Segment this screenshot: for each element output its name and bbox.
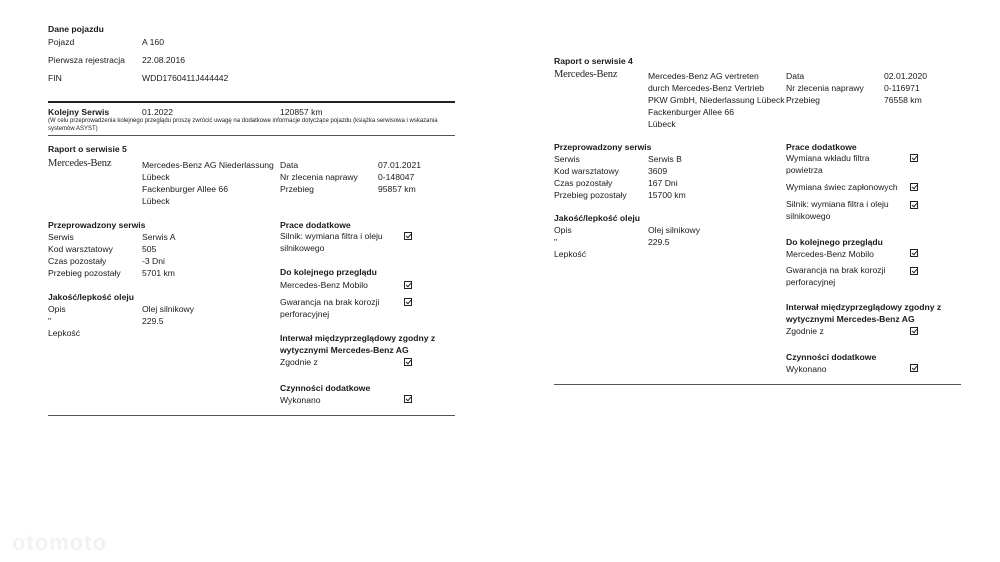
checkbox-checked-icon [910,364,918,372]
checkbox-checked-icon [910,201,918,209]
mileage-remaining-value: 5701 km [142,268,175,278]
checkbox-checked-icon [404,281,412,289]
date-value: 07.01.2021 [378,160,422,170]
mileage-remaining-value: 15700 km [648,190,686,200]
interval-item: Zgodnie z [280,357,318,367]
vehicle-model-label: Pojazd [48,37,75,47]
workshop-code-value: 3609 [648,166,668,176]
time-remaining-value: 167 Dni [648,178,678,188]
oil-spec-value: 229.5 [142,316,164,326]
checkbox-checked-icon [404,298,412,306]
first-registration-label: Pierwsza rejestracja [48,55,125,65]
vin-value: WDD1760411J444442 [142,73,229,83]
oil-heading: Jakość/lepkość oleju [554,213,640,223]
checkbox-checked-icon [910,249,918,257]
date-value: 02.01.2020 [884,71,928,81]
checkbox-checked-icon [404,232,412,240]
divider [48,135,455,136]
viscosity-label: Lepkość [48,328,81,338]
divider [48,101,455,103]
additional-actions-item: Wykonano [280,395,321,405]
service-label: Serwis [554,154,580,164]
report-title: Raport o serwisie 5 [48,144,127,154]
order-number-value: 0-148047 [378,172,415,182]
mileage-label: Przebieg [786,95,820,105]
next-inspection-heading: Do kolejnego przeglądu [786,237,883,247]
dealer-line: Lübeck [142,172,170,182]
additional-actions-heading: Czynności dodatkowe [786,352,877,362]
vin-label: FIN [48,73,62,83]
time-remaining-label: Czas pozostały [554,178,613,188]
divider [48,415,455,416]
mileage-remaining-label: Przebieg pozostały [48,268,121,278]
interval-heading: Interwał międzyprzeglądowy zgodny z wytycznymi Mercedes-Benz AG [280,333,436,355]
vehicle-heading: Dane pojazdu [48,24,104,34]
next-service-note: (W celu przeprowadzenia kolejnego przeglądu proszę zwrócić uwagę na dodatkowe informacje dotyczące pojazdu (książka serwisowa i wskazania systemów ASYST) [48,118,438,132]
mercedes-benz-logo: Mercedes-Benz [554,69,618,80]
checkbox-checked-icon [404,358,412,366]
oil-spec-value: 229.5 [648,237,670,247]
dealer-line: Fackenburger Allee 66 [648,107,734,117]
mercedes-benz-logo: Mercedes-Benz [48,158,112,169]
next-service-km: 120857 km [280,107,323,117]
next-inspection-item: Mercedes-Benz Mobilo [280,280,368,290]
additional-actions-item: Wykonano [786,364,827,374]
order-number-value: 0-116971 [884,83,920,93]
workshop-code-value: 505 [142,244,157,254]
oil-description-value: Olej silnikowy [648,225,701,235]
checkbox-checked-icon [910,327,918,335]
interval-heading: Interwał międzyprzeglądowy zgodny z wytycznymi Mercedes-Benz AG [786,302,942,324]
watermark-logo: otomoto [12,530,107,555]
dealer-line: Mercedes-Benz AG vertreten [648,71,759,81]
dealer-line: Lübeck [142,196,170,206]
next-service-date: 01.2022 [142,107,174,117]
extra-work-item: Silnik: wymiana filtra i oleju silnikowego [786,199,889,221]
oil-heading: Jakość/lepkość oleju [48,292,134,302]
order-number-label: Nr zlecenia naprawy [280,172,358,182]
mileage-value: 76558 km [884,95,922,105]
mileage-remaining-label: Przebieg pozostały [554,190,627,200]
date-label: Data [280,160,299,170]
first-registration-value: 22.08.2016 [142,55,186,65]
checkbox-checked-icon [910,183,918,191]
viscosity-label: Lepkość [554,249,587,259]
extra-work-item: Silnik: wymiana filtra i oleju silnikowego [280,231,383,253]
dealer-line: Lübeck [648,119,676,129]
oil-description-label: Opis [48,304,66,314]
workshop-code-label: Kod warsztatowy [554,166,619,176]
extra-work-heading: Prace dodatkowe [280,220,351,230]
next-inspection-item: Mercedes-Benz Mobilo [786,249,874,259]
extra-work-item: Wymiana świec zapłonowych [786,182,898,192]
time-remaining-label: Czas pozostały [48,256,107,266]
next-inspection-heading: Do kolejnego przeglądu [280,267,377,277]
date-label: Data [786,71,805,81]
extra-work-heading: Prace dodatkowe [786,142,857,152]
time-remaining-value: -3 Dni [142,256,165,266]
checkbox-checked-icon [910,267,918,275]
workshop-code-label: Kod warsztatowy [48,244,113,254]
service-value: Serwis A [142,232,176,242]
checkbox-checked-icon [404,395,412,403]
additional-actions-heading: Czynności dodatkowe [280,383,371,393]
oil-description-value: Olej silnikowy [142,304,195,314]
service-done-heading: Przeprowadzony serwis [48,220,146,230]
oil-spec-label: " [554,237,558,247]
next-inspection-item: Gwarancja na brak korozji perforacyjnej [280,297,380,319]
next-service-label: Kolejny Serwis [48,107,110,117]
mileage-value: 95857 km [378,184,416,194]
order-number-label: Nr zlecenia naprawy [786,83,864,93]
extra-work-item: Wymiana wkładu filtra powietrza [786,153,870,175]
checkbox-checked-icon [910,154,918,162]
divider [554,384,961,385]
mileage-label: Przebieg [280,184,314,194]
service-label: Serwis [48,232,74,242]
dealer-line: Mercedes-Benz AG Niederlassung [142,160,274,170]
service-done-heading: Przeprowadzony serwis [554,142,652,152]
report-title: Raport o serwisie 4 [554,56,633,66]
dealer-line: PKW GmbH, Niederlassung Lübeck [648,95,785,105]
oil-spec-label: " [48,316,52,326]
dealer-line: durch Mercedes-Benz Vertrieb [648,83,765,93]
interval-item: Zgodnie z [786,326,824,336]
dealer-line: Fackenburger Allee 66 [142,184,228,194]
vehicle-model-value: A 160 [142,37,164,47]
oil-description-label: Opis [554,225,572,235]
next-inspection-item: Gwarancja na brak korozji perforacyjnej [786,265,886,287]
service-value: Serwis B [648,154,682,164]
